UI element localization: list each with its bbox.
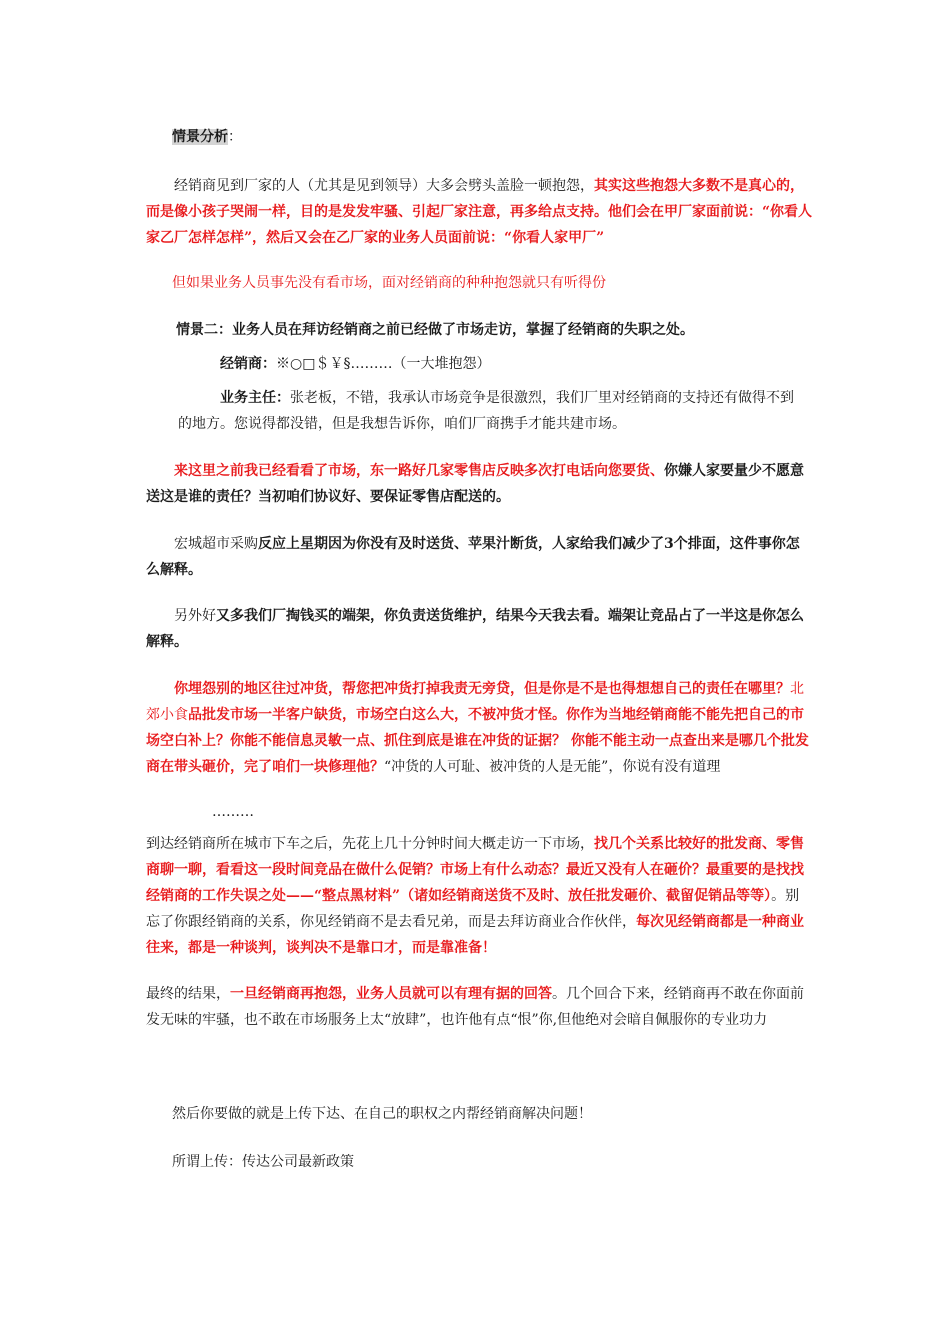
p4-bold-text: 反应上星期因为你没有及时送货、苹果汁断货，人家给我们减少了3个排面，这件事你怎么解释。 bbox=[146, 536, 800, 578]
paragraph-supermarket bbox=[146, 531, 810, 583]
paragraph-complaint-intro bbox=[146, 173, 814, 251]
dealer-text: ※○□＄￥§………（一大堆抱怨） bbox=[276, 356, 491, 372]
p3-black-text: 你嫌人家要量少不愿意送这是谁的责任？当初咱们协议好、要保证零售店配送的。 bbox=[146, 463, 804, 505]
p7-normal-text-1: 到达经销商所在城市下车之后，先花上几十分钟时间大概走访一下市场， bbox=[146, 836, 594, 852]
p7-red-emphasis-2: 每次见经销商都是一种商业往来，都是一种谈判，谈判决不是靠口才，而是靠准备！ bbox=[146, 914, 804, 956]
dealer-label: 经销商： bbox=[220, 356, 276, 372]
p5-bold-text: 又多我们厂掏钱买的端架，你负责送货维护，结果今天我去看。端架让竞品占了一半这是你怎么解释。 bbox=[146, 608, 804, 650]
manager-dialogue-line bbox=[178, 385, 806, 437]
paragraph-result bbox=[146, 981, 810, 1033]
manager-text: 张老板，不错，我承认市场竞争是很激烈，我们厂里对经销商的支持还有做得不到的地方。您说得都没错，但是我想告诉你，咱们厂商携手才能共建市场。 bbox=[178, 390, 794, 432]
ellipsis: ……… bbox=[212, 804, 254, 820]
paragraph-market-visit bbox=[146, 831, 810, 961]
manager-label: 业务主任： bbox=[220, 390, 290, 406]
p6-red-emphasis-1: 你埋怨别的地区往过冲货，帮您把冲货打掉我责无旁贷，但是你是不是也得想想自己的责任在哪里？ bbox=[174, 681, 790, 697]
paragraph-upload-policy: 所谓上传：传达公司最新政策 bbox=[172, 1154, 354, 1170]
heading-colon: ： bbox=[228, 129, 242, 145]
scene-two-title: 情景二：业务人员在拜访经销商之前已经做了市场走访，掌握了经销商的失职之处。 bbox=[176, 322, 694, 338]
p3-red-emphasis: 来这里之前我已经看看了市场，东一路好几家零售店反映多次打电话向您要货、 bbox=[174, 463, 664, 479]
p8-red-emphasis: 一旦经销商再抱怨，业务人员就可以有理有据的回答 bbox=[230, 986, 552, 1002]
p7-normal-text-2: 。别忘了你跟经销商的关系，你见经销商不是去看兄弟，而是去拜访商业合作伙伴， bbox=[146, 888, 800, 930]
p1-normal-text: 经销商见到厂家的人（尤其是见到领导）大多会劈头盖脸一顿抱怨， bbox=[174, 178, 594, 194]
dealer-dialogue-line bbox=[220, 351, 810, 377]
paragraph-end-shelf bbox=[146, 603, 810, 655]
p7-red-emphasis-1: 找几个关系比较好的批发商、零售商聊一聊，看看这一段时间竞品在做什么促销？市场上有什么动态？最近又没有人在砸价？最重要的是找找经销商的工作失误之处——“整点黑材料”（诸如经销商送货不及时、放任批发砸价、截留促销品等等） bbox=[146, 836, 804, 904]
paragraph-retail-delivery bbox=[146, 458, 810, 510]
p1-red-emphasis: 其实这些抱怨大多数不是真心的，而是像小孩子哭闹一样，目的是发发牢骚、引起厂家注意，再多给点支持。他们会在甲厂家面前说：“你看人家乙厂怎样怎样”，然后又会在乙厂家的业务人员面前说：“你看人家甲厂” bbox=[146, 178, 813, 246]
p6-quote-text: “冲货的人可耻、被冲货的人是无能”，你说有没有道理 bbox=[384, 759, 721, 775]
section-heading bbox=[172, 124, 472, 150]
p4-normal-text: 宏城超市采购 bbox=[174, 536, 258, 552]
p8-normal-text-1: 最终的结果， bbox=[146, 986, 230, 1002]
paragraph-unprepared: 但如果业务人员事先没有看市场，面对经销商的种种抱怨就只有听得份 bbox=[172, 275, 606, 291]
paragraph-cross-selling bbox=[146, 676, 810, 780]
heading-text: 情景分析 bbox=[172, 129, 228, 145]
paragraph-next-step: 然后你要做的就是上传下达、在自己的职权之内帮经销商解决问题！ bbox=[172, 1106, 592, 1122]
p5-normal-text: 另外好 bbox=[174, 608, 216, 624]
p6-red-normal: 北郊小食 bbox=[146, 681, 804, 723]
p6-red-emphasis-2: 品批发市场一半客户缺货，市场空白这么大，不被冲货才怪。你作为当地经销商能不能先把自己的市场空白补上？你能不能信息灵敏一点、抓住到底是谁在冲货的证据？ 你能不能主动一点查出来是哪几个批发商在带头砸价，完了咱们一块修理他？ bbox=[146, 707, 809, 775]
p8-normal-text-2: 。几个回合下来，经销商再不敢在你面前发无味的牢骚，也不敢在市场服务上太“放肆”，也许他有点“恨”你,但他绝对会暗自佩服你的专业功力 bbox=[146, 986, 804, 1028]
